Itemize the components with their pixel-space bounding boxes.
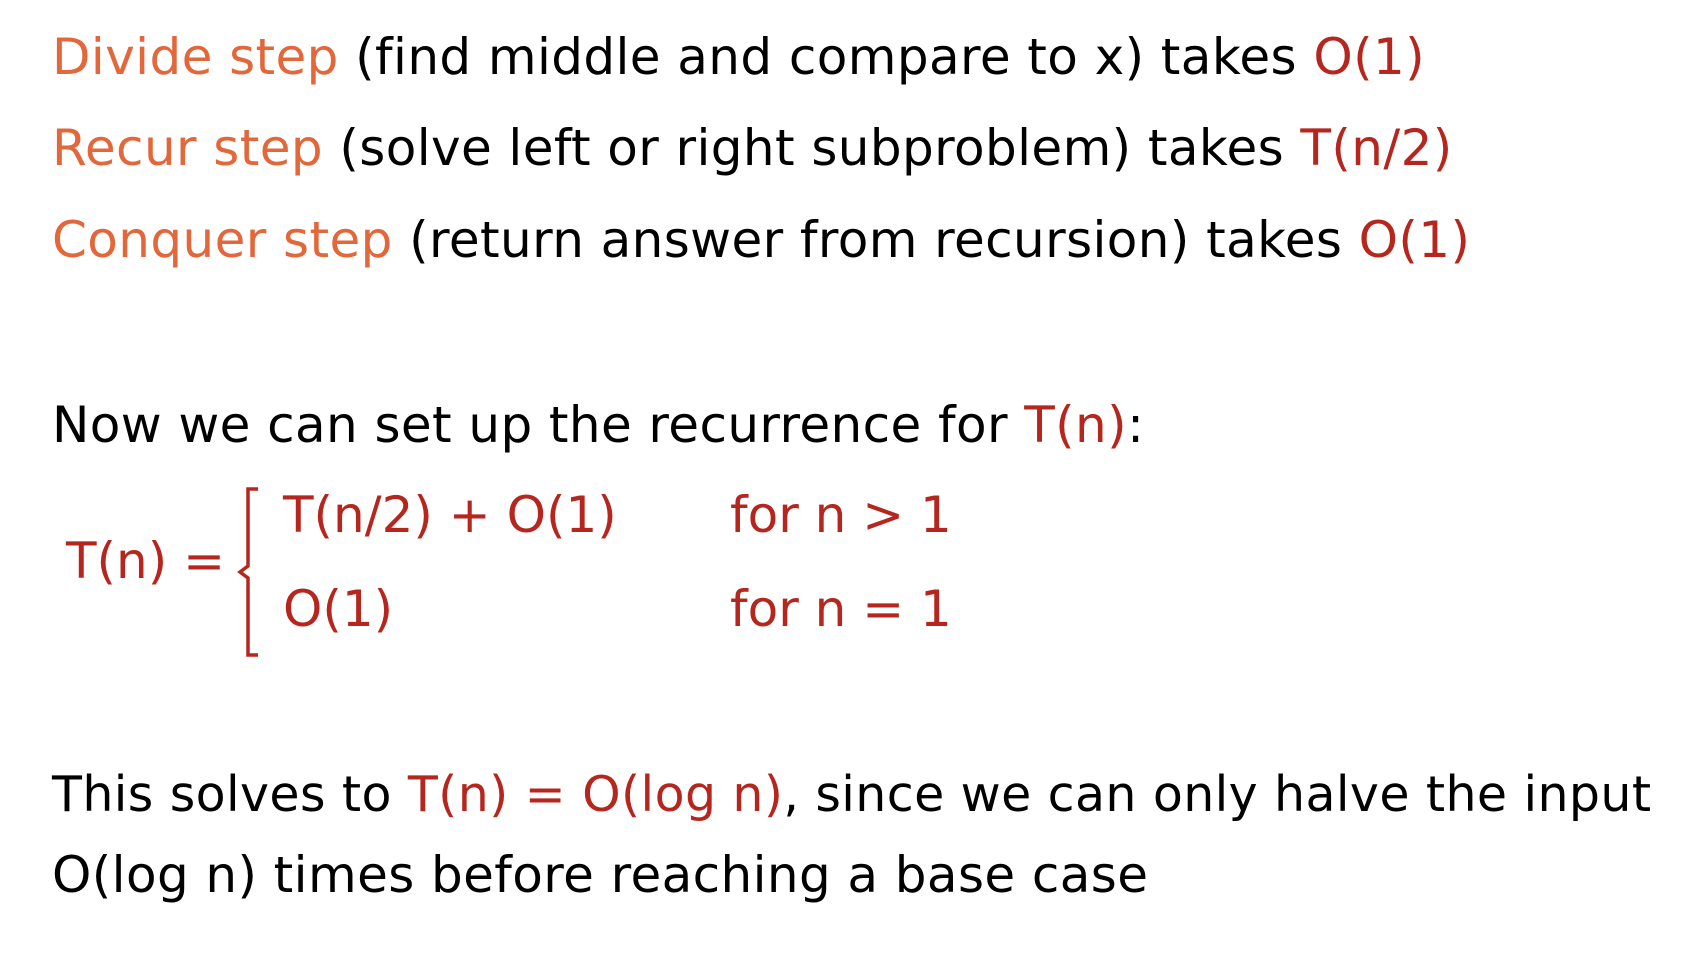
case-brace-icon <box>236 486 276 658</box>
conquer-step-line <box>52 211 1471 269</box>
case-2-condition: for n = 1 <box>730 580 952 638</box>
case-2-expression: O(1) <box>283 580 394 638</box>
recur-step-name: Recur step <box>52 119 324 177</box>
recurrence-intro-line <box>52 396 1145 454</box>
case-1-expression: T(n/2) + O(1) <box>283 486 617 544</box>
conclusion-line-2: O(log n) times before reaching a base case <box>52 846 1149 904</box>
conquer-step-cost: O(1) <box>1358 211 1471 269</box>
recurrence-lhs: T(n) = <box>66 532 226 590</box>
divide-step-description: (find middle and compare to x) takes <box>338 28 1314 86</box>
divide-step-cost: O(1) <box>1313 28 1426 86</box>
recurrence-intro-text: Now we can set up the recurrence for <box>52 396 1025 454</box>
case-1-condition: for n > 1 <box>730 486 952 544</box>
recur-step-line <box>52 119 1453 177</box>
conquer-step-description: (return answer from recursion) takes <box>392 211 1359 269</box>
divide-step-name: Divide step <box>52 28 339 86</box>
recur-step-cost: T(n/2) <box>1300 119 1453 177</box>
conquer-step-name: Conquer step <box>52 211 393 269</box>
recurrence-intro-colon: : <box>1127 396 1145 454</box>
conclusion-result: T(n) = O(log n) <box>407 766 784 823</box>
conclusion-suffix: , since we can only halve the input <box>783 766 1652 823</box>
recurrence-intro-term: T(n) <box>1024 396 1128 454</box>
recur-step-description: (solve left or right subproblem) takes <box>323 119 1301 177</box>
conclusion-prefix: This solves to <box>52 766 408 823</box>
divide-step-line <box>52 28 1426 86</box>
conclusion-line-1 <box>52 766 1652 823</box>
